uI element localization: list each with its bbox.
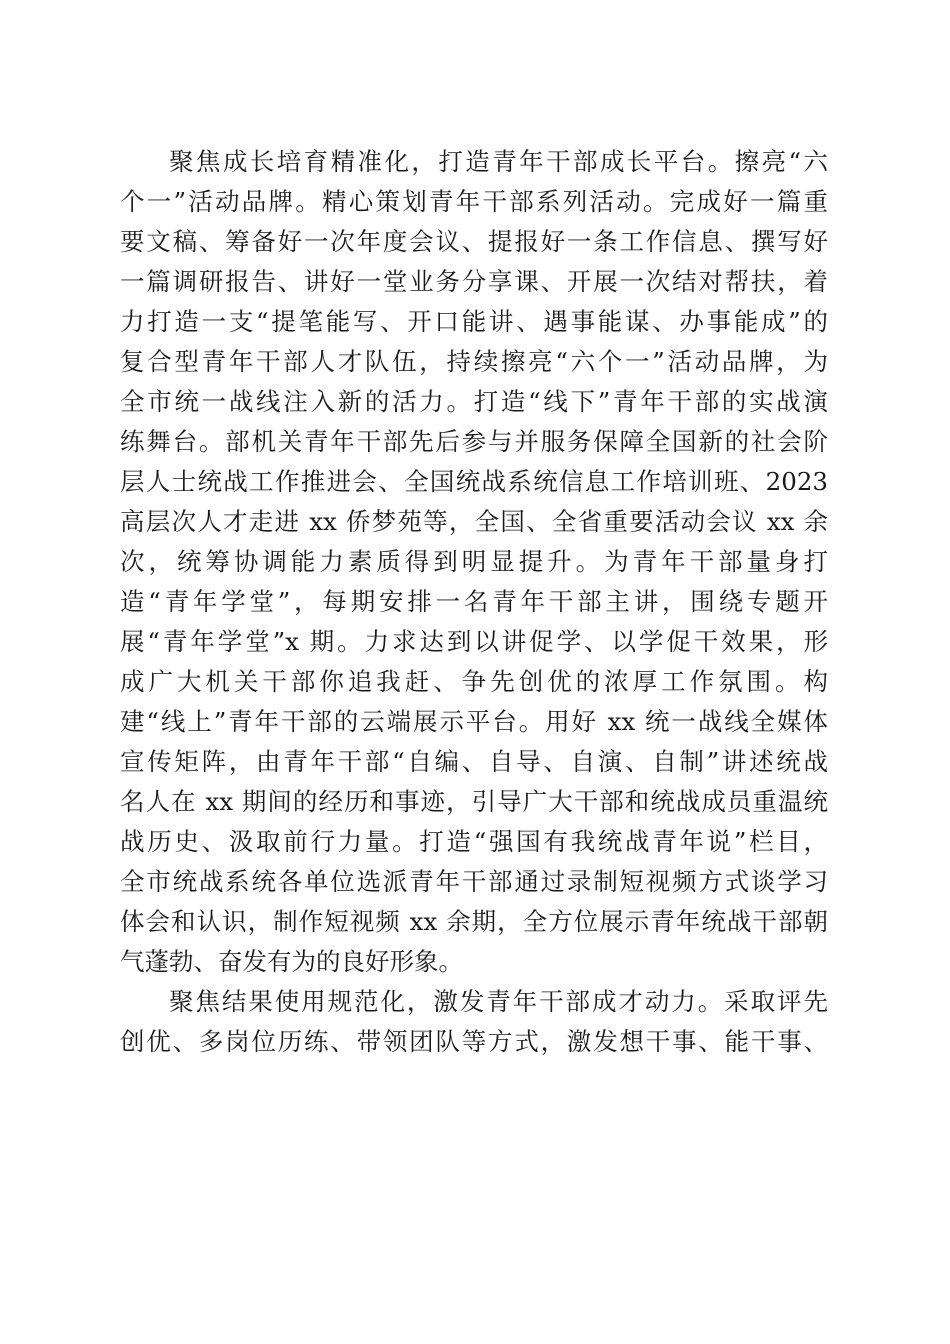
paragraph-line: 造“青年学堂”，每期安排一名青年干部主讲，围绕专题开 — [120, 587, 828, 616]
paragraph-line: 建“线上”青年干部的云端展示平台。用好 xx 统一战线全媒体 — [120, 707, 828, 736]
paragraph-line: 全市统一战线注入新的活力。打造“线下”青年干部的实战演 — [120, 387, 828, 416]
paragraph-line: 练舞台。部机关青年干部先后参与并服务保障全国新的社会阶 — [120, 427, 828, 456]
paragraph-2 — [120, 982, 828, 1062]
paragraph-line: 体会和认识，制作短视频 xx 余期，全方位展示青年统战干部朝 — [120, 907, 828, 936]
paragraph-line: 全市统战系统各单位选派青年干部通过录制短视频方式谈学习 — [120, 867, 828, 896]
paragraph-line: 个一”活动品牌。精心策划青年干部系列活动。完成好一篇重 — [120, 187, 828, 216]
paragraph-line: 展“青年学堂”x 期。力求达到以讲促学、以学促干效果，形 — [120, 627, 828, 656]
paragraph-1 — [120, 142, 828, 982]
paragraph-line: 宣传矩阵，由青年干部“自编、自导、自演、自制”讲述统战 — [120, 747, 828, 776]
paragraph-line: 成广大机关干部你追我赶、争先创优的浓厚工作氛围。构 — [120, 667, 828, 696]
paragraph-line: 名人在 xx 期间的经历和事迹，引导广大干部和统战成员重温统 — [120, 787, 828, 816]
paragraph-line: 气蓬勃、奋发有为的良好形象。 — [120, 947, 463, 976]
paragraph-line: 聚焦成长培育精准化，打造青年干部成长平台。擦亮“六 — [169, 147, 828, 176]
paragraph-line: 复合型青年干部人才队伍，持续擦亮“六个一”活动品牌，为 — [120, 347, 828, 376]
paragraph-line: 创优、多岗位历练、带领团队等方式，激发想干事、能干事、 — [120, 1027, 828, 1056]
paragraph-line: 要文稿、筹备好一次年度会议、提报好一条工作信息、撰写好 — [120, 227, 828, 256]
paragraph-line: 一篇调研报告、讲好一堂业务分享课、开展一次结对帮扶，着 — [120, 267, 828, 296]
paragraph-line: 高层次人才走进 xx 侨梦苑等，全国、全省重要活动会议 xx 余 — [120, 507, 828, 536]
document-body — [120, 142, 828, 1062]
paragraph-line: 层人士统战工作推进会、全国统战系统信息工作培训班、2023 — [120, 467, 828, 496]
paragraph-line: 战历史、汲取前行力量。打造“强国有我统战青年说”栏目， — [120, 827, 828, 856]
paragraph-line: 力打造一支“提笔能写、开口能讲、遇事能谋、办事能成”的 — [120, 307, 828, 336]
paragraph-line: 次，统筹协调能力素质得到明显提升。为青年干部量身打 — [120, 547, 828, 576]
paragraph-line: 聚焦结果使用规范化，激发青年干部成才动力。采取评先 — [169, 987, 828, 1016]
